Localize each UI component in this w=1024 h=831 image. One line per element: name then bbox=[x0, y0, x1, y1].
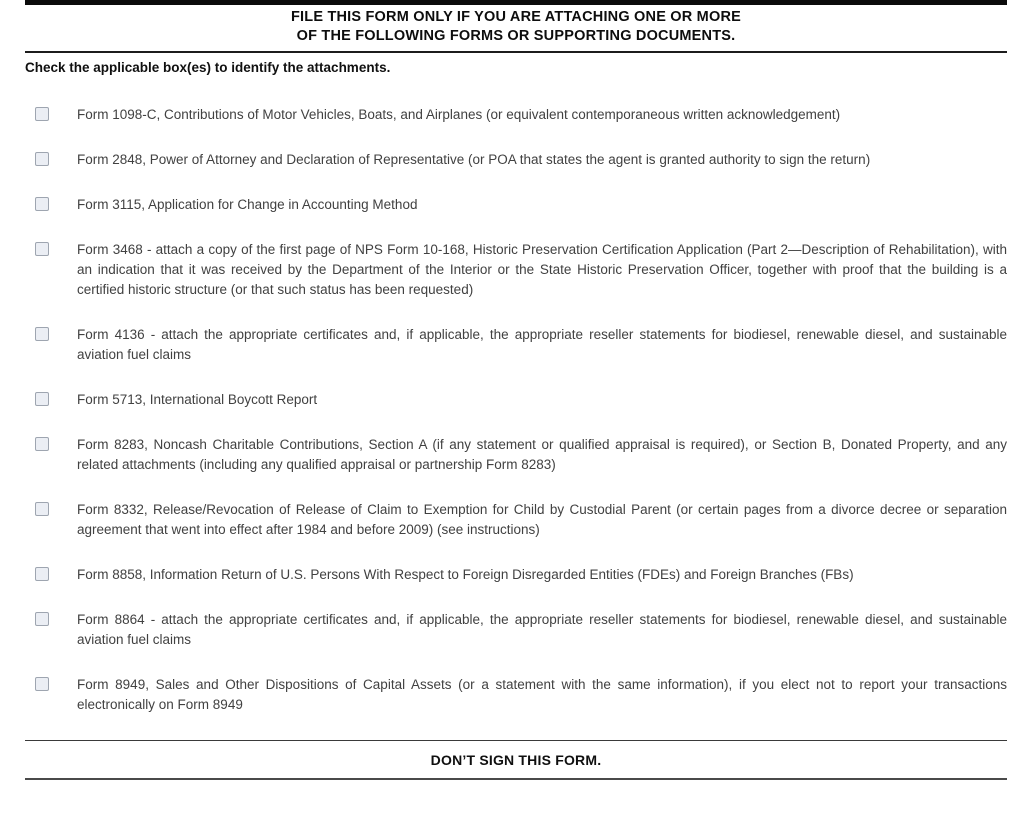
attachment-label: Form 2848, Power of Attorney and Declaration of Representative (or POA that states the agent is granted authority to sign the return) bbox=[77, 152, 871, 167]
attachment-label: Form 3115, Application for Change in Accounting Method bbox=[77, 197, 418, 212]
checklist-row bbox=[35, 240, 1007, 300]
attachment-checkbox[interactable] bbox=[35, 152, 49, 166]
checklist-row bbox=[35, 325, 1007, 365]
attachment-checkbox[interactable] bbox=[35, 107, 49, 121]
header-divider bbox=[25, 51, 1007, 53]
attachment-checkbox[interactable] bbox=[35, 677, 49, 691]
footer-divider-bottom bbox=[25, 778, 1007, 780]
attachment-label: Form 8283, Noncash Charitable Contributions, Section A (if any statement or qualified appraisal is required), or Section B, Donated Property, and any related attachments (including any qualified appraisal or partnership Form 8283) bbox=[77, 437, 1007, 472]
header-line-1: FILE THIS FORM ONLY IF YOU ARE ATTACHING ONE OR MORE bbox=[291, 9, 741, 25]
attachment-label: Form 8949, Sales and Other Dispositions of Capital Assets (or a statement with the same information), if you elect not to report your transactions electronically on Form 8949 bbox=[77, 677, 1007, 712]
attachment-checkbox[interactable] bbox=[35, 327, 49, 341]
checklist-row bbox=[35, 500, 1007, 540]
attachment-checkbox[interactable] bbox=[35, 437, 49, 451]
attachment-label: Form 4136 - attach the appropriate certificates and, if applicable, the appropriate reseller statements for biodiesel, renewable diesel, and sustainable aviation fuel claims bbox=[77, 327, 1007, 362]
checklist-row bbox=[35, 195, 1007, 215]
attachment-checkbox[interactable] bbox=[35, 502, 49, 516]
attachment-checkbox[interactable] bbox=[35, 612, 49, 626]
checklist-row bbox=[35, 150, 1007, 170]
attachment-label: Form 1098-C, Contributions of Motor Vehicles, Boats, and Airplanes (or equivalent contemporaneous written acknowledgement) bbox=[77, 107, 841, 122]
attachment-label: Form 8332, Release/Revocation of Release of Claim to Exemption for Child by Custodial Parent (or certain pages from a divorce decree or separation agreement that went into effect after 1984 and before 2009) (see instructions) bbox=[77, 502, 1007, 537]
footer-warning: DON’T SIGN THIS FORM. bbox=[430, 752, 602, 768]
checklist-row bbox=[35, 675, 1007, 715]
attachment-label: Form 5713, International Boycott Report bbox=[77, 392, 318, 407]
attachment-label: Form 8864 - attach the appropriate certificates and, if applicable, the appropriate reseller statements for biodiesel, renewable diesel, and sustainable aviation fuel claims bbox=[77, 612, 1007, 647]
checklist-row bbox=[35, 105, 1007, 125]
top-divider-bar bbox=[25, 0, 1007, 5]
attachment-checkbox[interactable] bbox=[35, 197, 49, 211]
form-header bbox=[25, 8, 1007, 46]
attachment-checkbox[interactable] bbox=[35, 567, 49, 581]
attachment-label: Form 8858, Information Return of U.S. Persons With Respect to Foreign Disregarded Entities (FDEs) and Foreign Branches (FBs) bbox=[77, 567, 854, 582]
header-line-2: OF THE FOLLOWING FORMS OR SUPPORTING DOCUMENTS. bbox=[296, 28, 736, 44]
checklist-row bbox=[35, 435, 1007, 475]
checklist-row bbox=[35, 565, 1007, 585]
instruction-text: Check the applicable box(es) to identify the attachments. bbox=[25, 60, 391, 75]
attachment-checkbox[interactable] bbox=[35, 392, 49, 406]
checklist-row bbox=[35, 390, 1007, 410]
attachment-checkbox[interactable] bbox=[35, 242, 49, 256]
attachment-checklist bbox=[25, 105, 1007, 715]
attachment-label: Form 3468 - attach a copy of the first page of NPS Form 10-168, Historic Preservation Certification Application (Part 2—Description of Rehabilitation), with an indication that it was received by the Department of the Interior or the State Historic Preservation Officer, together with proof that the building is a certified historic structure (or that such status has been requested) bbox=[77, 242, 1007, 297]
checklist-row bbox=[35, 610, 1007, 650]
